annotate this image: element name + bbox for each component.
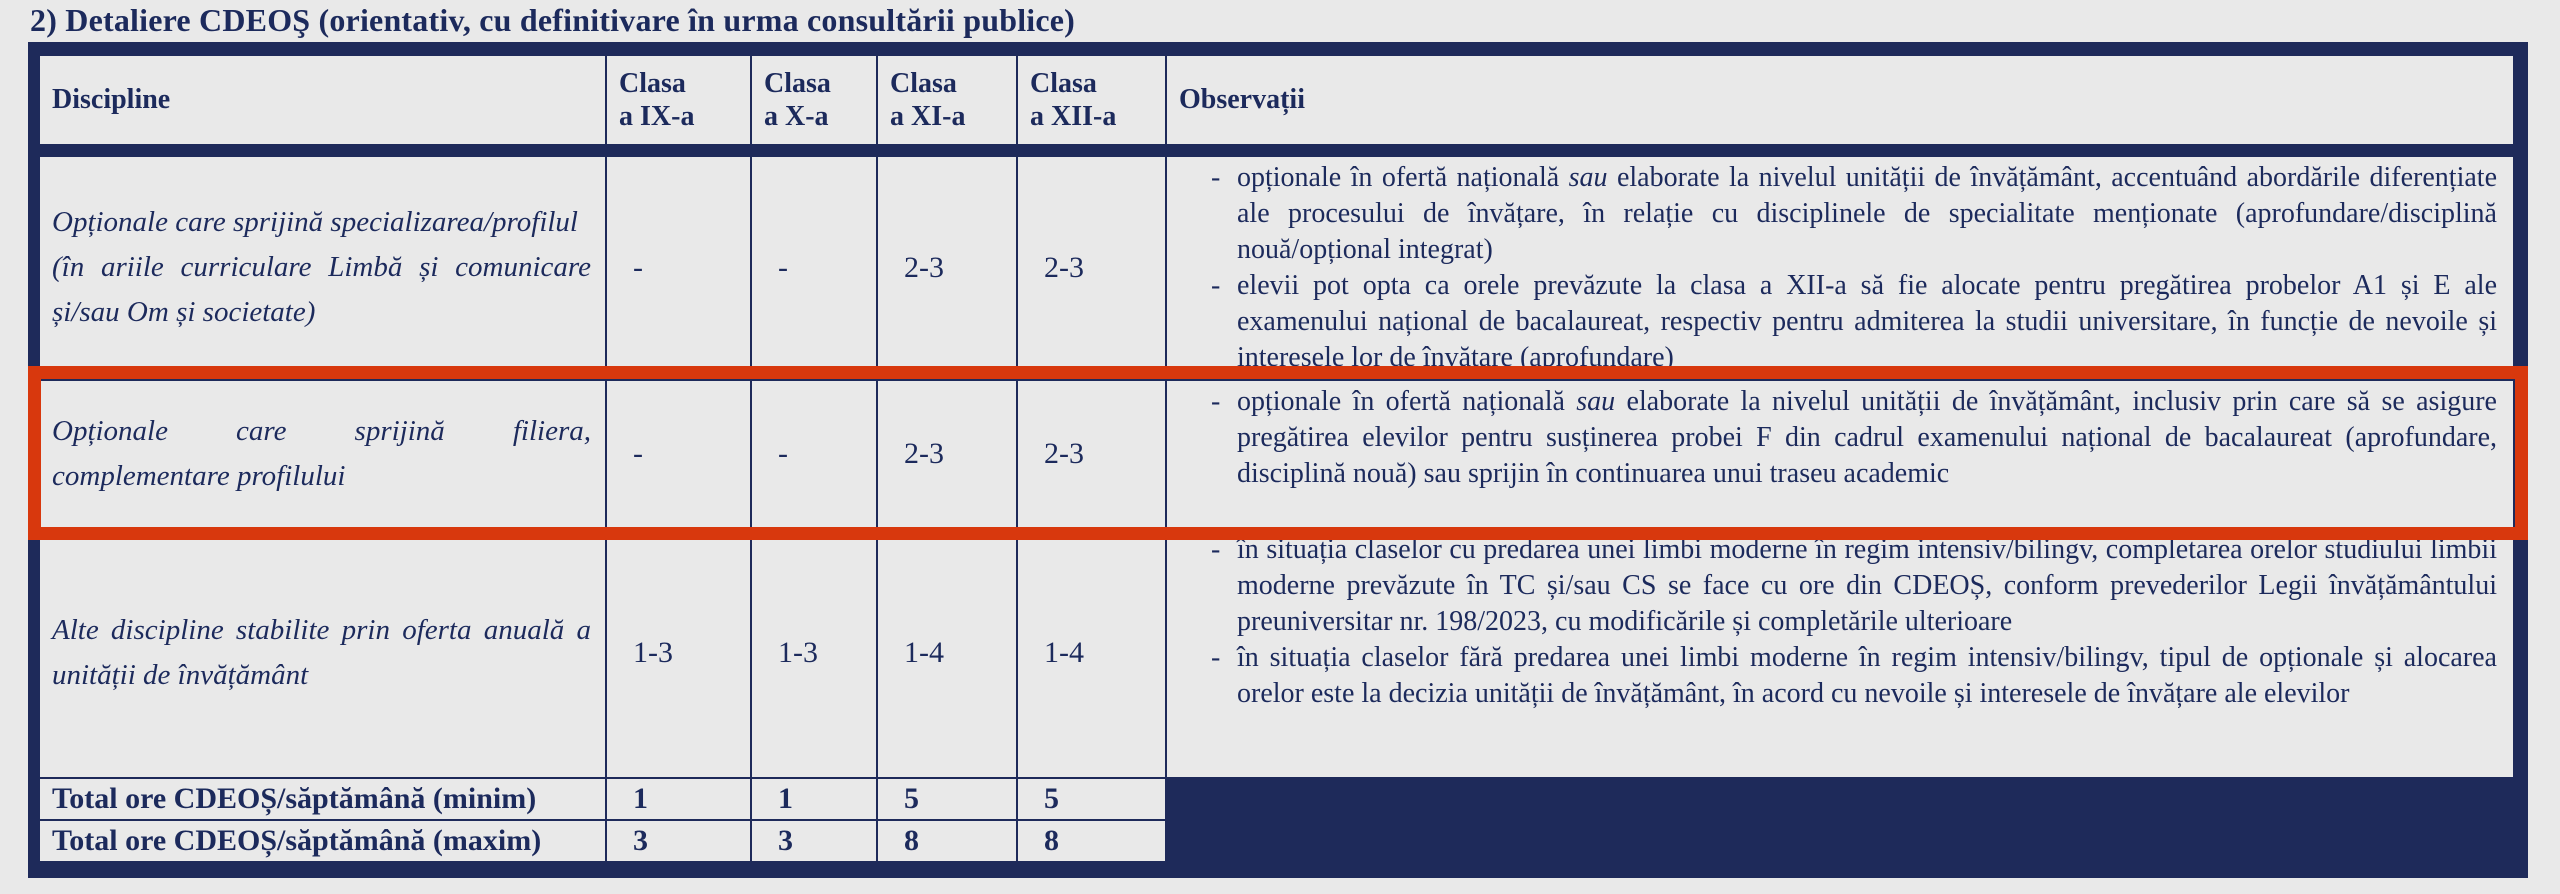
- hours-value-cell: -: [606, 380, 751, 528]
- discipline-text: (în ariile curriculare Limbă și comunicare și/sau Om și societate): [52, 251, 591, 328]
- table-row: [39, 380, 2514, 528]
- col-header-clasa-12: Clasa a XII-a: [1017, 55, 1166, 150]
- observations-cell: [1166, 380, 2514, 528]
- hours-value-cell: -: [751, 380, 877, 528]
- hours-value-cell: 2-3: [1017, 150, 1166, 380]
- empty-navy-cell: [1166, 778, 2514, 862]
- observation-text: [1237, 160, 2513, 268]
- total-value-cell: 8: [877, 820, 1017, 862]
- total-value-cell: 5: [1017, 778, 1166, 820]
- total-value-cell: 3: [751, 820, 877, 862]
- total-value-cell: 1: [751, 778, 877, 820]
- observation-text: [1237, 640, 2513, 712]
- hours-value-cell: 1-3: [751, 528, 877, 778]
- hours-value-cell: 1-4: [877, 528, 1017, 778]
- total-value-cell: 5: [877, 778, 1017, 820]
- col-header-clasa-11: Clasa a XI-a: [877, 55, 1017, 150]
- observation-bullet: [1167, 160, 2513, 268]
- hours-value-cell: -: [751, 150, 877, 380]
- observation-text: [1237, 384, 2513, 492]
- observations-cell: [1166, 528, 2514, 778]
- hours-value-cell: 1-3: [606, 528, 751, 778]
- total-value-cell: 8: [1017, 820, 1166, 862]
- col-header-discipline: Discipline: [39, 55, 606, 150]
- total-row: [39, 778, 2514, 820]
- bullet-dash: -: [1211, 269, 1221, 301]
- observation-bullet: [1167, 268, 2513, 376]
- header-row: [39, 55, 2514, 150]
- table-row: [39, 528, 2514, 778]
- hours-value-cell: 2-3: [877, 150, 1017, 380]
- hours-value-cell: -: [606, 150, 751, 380]
- observation-segment: opționale în ofertă națională: [1237, 385, 1577, 417]
- observation-bullet: [1167, 532, 2513, 640]
- discipline-cell: [39, 150, 606, 380]
- discipline-text: Opționale care sprijină filiera, complementare profilului: [52, 414, 591, 492]
- observation-segment: sau: [1568, 161, 1608, 193]
- observation-text: [1237, 532, 2513, 640]
- bullet-dash: -: [1211, 385, 1221, 417]
- observation-segment: elevii pot opta ca orele prevăzute la clasa a XII-a să fie alocate pentru pregătirea probelor A1 și E ale examenului național de bacalaureat, respectiv pentru admiterea la studii universitare, în funcție de nevoile și interesele lor de învățare (aprofundare): [1237, 269, 2497, 373]
- total-value-cell: 3: [606, 820, 751, 862]
- observation-segment: opționale în ofertă națională: [1237, 161, 1569, 193]
- discipline-text: Alte discipline stabilite prin oferta anuală a unității de învățământ: [52, 613, 591, 691]
- total-label-cell: Total ore CDEOȘ/săptămână (minim): [39, 778, 606, 820]
- observation-segment: elaborate la nivelul unității de învățământ, inclusiv prin care să se asigure pregătirea elevilor pentru susținerea probei F din cadrul examenului național de bacalaureat (aprofundare, disciplină nouă) sau sprijin în continuarea unui traseu academic: [1237, 385, 2497, 489]
- observation-segment: elaborate la nivelul unității de învățământ, accentuând abordările diferențiate ale procesului de învățare, în relație cu disciplinele de specialitate menționate (aprofundare/disciplină nouă/opțional integrat): [1237, 161, 2497, 265]
- col-header-clasa-9: Clasa a IX-a: [606, 55, 751, 150]
- col-header-observatii: Observații: [1166, 55, 2514, 150]
- table-row: [39, 150, 2514, 380]
- observation-segment: sau: [1576, 385, 1616, 417]
- observation-segment: în situația claselor fără predarea unei limbi moderne în regim intensiv/bilingv, tipul de opționale și alocarea orelor este la decizia unității de învățământ, în acord cu nevoile și interesele de învățare ale elevilor: [1237, 641, 2497, 709]
- observation-text: [1237, 268, 2513, 376]
- discipline-text: Opționale care sprijină specializarea/profilul: [52, 206, 578, 238]
- col-header-clasa-10: Clasa a X-a: [751, 55, 877, 150]
- discipline-cell: [39, 528, 606, 778]
- total-value-cell: 1: [606, 778, 751, 820]
- bullet-dash: -: [1211, 641, 1221, 673]
- bullet-dash: -: [1211, 533, 1221, 565]
- observation-bullet: [1167, 384, 2513, 492]
- hours-value-cell: 2-3: [1017, 380, 1166, 528]
- cdeos-table-wrap: [28, 42, 2528, 878]
- page-title: 2) Detaliere CDEOŞ (orientativ, cu definitivare în urma consultării publice): [30, 2, 1076, 38]
- hours-value-cell: 2-3: [877, 380, 1017, 528]
- observation-bullet: [1167, 640, 2513, 712]
- observation-segment: în situația claselor cu predarea unei limbi moderne în regim intensiv/bilingv, completarea orelor studiului limbii moderne prevăzute în TC și/sau CS se face cu ore din CDEOȘ, conform prevederilor Legii învățământului preuniversitar nr. 198/2023, cu modificările și completările ulterioare: [1237, 533, 2497, 637]
- observations-cell: [1166, 150, 2514, 380]
- total-label-cell: Total ore CDEOȘ/săptămână (maxim): [39, 820, 606, 862]
- bullet-dash: -: [1211, 161, 1221, 193]
- hours-value-cell: 1-4: [1017, 528, 1166, 778]
- cdeos-table: [38, 54, 2515, 863]
- discipline-cell: [39, 380, 606, 528]
